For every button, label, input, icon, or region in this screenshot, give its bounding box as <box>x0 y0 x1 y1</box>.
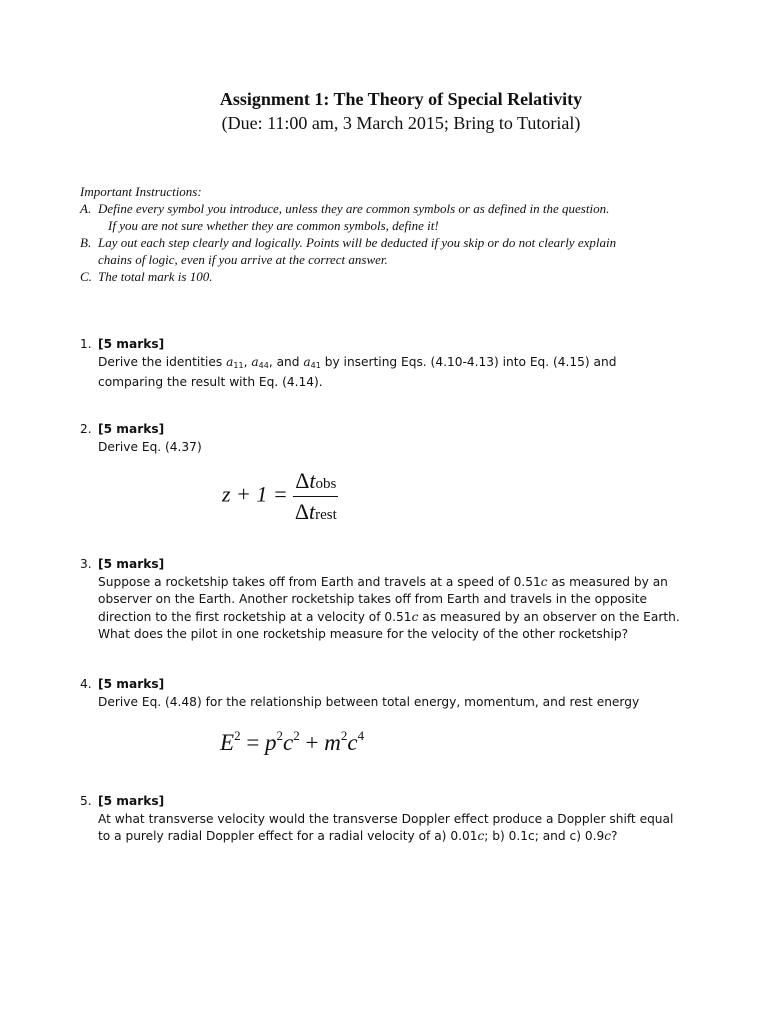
question-text: observer on the Earth. Another rocketship takes off from Earth and travels in the opposite <box>98 592 648 606</box>
question-text: At what transverse velocity would the transverse Doppler effect produce a Doppler shift equal <box>98 811 674 826</box>
instruction-text: The total mark is 100. <box>98 269 213 284</box>
instruction-label: C. <box>80 269 92 284</box>
question-1 <box>80 336 730 392</box>
question-text: Derive the identities $a_{11}$, $a_{44}$, and $a_{41}$ by inserting Eqs. (4.10-4.13) into Eq. (4.15) and <box>98 354 617 370</box>
question-marks: [5 marks] <box>98 677 165 691</box>
question-3 <box>80 556 730 644</box>
equation-redshift <box>222 468 338 525</box>
instruction-item <box>80 200 740 234</box>
question-text: Derive Eq. (4.37) <box>98 439 202 454</box>
question-marks: [5 marks] <box>98 794 165 808</box>
instructions-block <box>80 183 740 285</box>
instruction-item <box>80 234 740 268</box>
instruction-label: A. <box>80 201 92 216</box>
question-marks: [5 marks] <box>98 337 165 351</box>
question-text: comparing the result with Eq. (4.14). <box>98 375 323 389</box>
question-4 <box>80 676 730 711</box>
instruction-label: B. <box>80 235 92 250</box>
instruction-text: Define every symbol you introduce, unless they are common symbols or as defined in the question. <box>98 201 610 216</box>
equation-fraction: $\frac{\text{Δtobs}}{\text{Δtrest}}$ <box>294 468 337 524</box>
question-5 <box>80 793 730 846</box>
question-marks: [5 marks] <box>98 557 165 571</box>
question-text: direction to the first rocketship at a velocity of 0.51c as measured by an observer on the Earth. <box>98 609 680 624</box>
question-number: 1. <box>80 337 92 351</box>
instruction-text-cont: If you are not sure whether they are common symbols, define it! <box>108 218 439 233</box>
page-title: Assignment 1: The Theory of Special Relativity <box>219 89 583 109</box>
equation-energy: $E^2 = p^2c^2 + m^2c^4$ <box>220 728 365 755</box>
question-number: 3. <box>80 557 92 571</box>
question-text: What does the pilot in one rocketship measure for the velocity of the other rocketship? <box>98 627 629 641</box>
question-number: 5. <box>80 794 92 808</box>
question-text: Suppose a rocketship takes off from Earth and travels at a speed of 0.51c as measured by an <box>98 574 668 589</box>
equation-lhs: z + 1 = <box>222 481 294 507</box>
instructions-heading: Important Instructions: <box>80 184 202 199</box>
question-text: Derive Eq. (4.48) for the relationship between total energy, momentum, and rest energy <box>98 694 640 709</box>
question-text: to a purely radial Doppler effect for a radial velocity of a) 0.01c; b) 0.1c; and c) 0.9c? <box>98 829 618 843</box>
instruction-item <box>80 268 740 285</box>
question-number: 2. <box>80 422 92 436</box>
page-subtitle: (Due: 11:00 am, 3 March 2015; Bring to Tutorial) <box>221 113 581 133</box>
instruction-text: Lay out each step clearly and logically. Points will be deducted if you skip or do not clearly explain <box>98 235 617 250</box>
question-number: 4. <box>80 677 92 691</box>
question-marks: [5 marks] <box>98 422 165 436</box>
instruction-text-cont: chains of logic, even if you arrive at the correct answer. <box>98 252 388 267</box>
question-2 <box>80 421 730 456</box>
